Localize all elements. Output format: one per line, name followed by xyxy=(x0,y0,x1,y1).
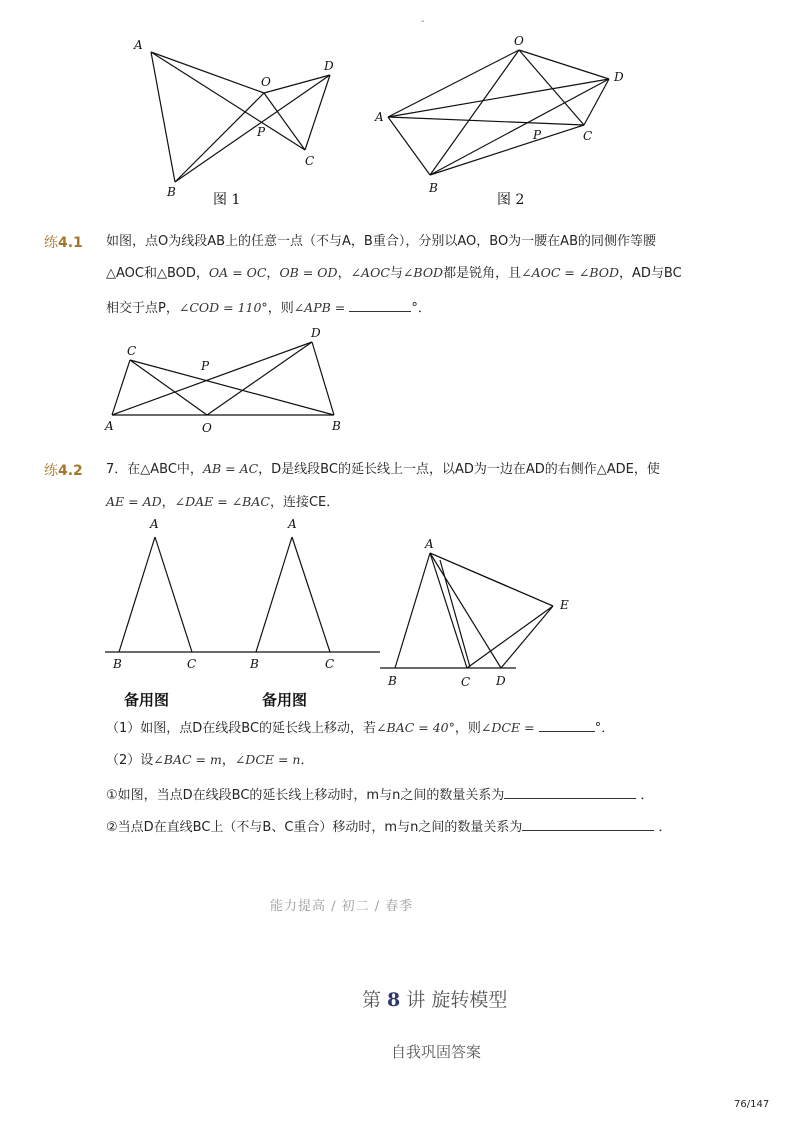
lesson-title: 第 8 讲 旋转模型 xyxy=(362,989,508,1011)
q1-answer-blank[interactable] xyxy=(539,719,595,732)
ex41-point-c: C xyxy=(127,344,137,358)
ex41-point-d: D xyxy=(311,326,321,340)
fig1-point-p: P xyxy=(257,125,266,139)
main-point-d: D xyxy=(496,674,506,688)
q4-answer-blank[interactable] xyxy=(522,818,654,831)
main-point-a: A xyxy=(425,537,434,551)
q3-answer-blank[interactable] xyxy=(504,786,636,799)
main-point-e: E xyxy=(560,598,569,612)
fig1-point-b: B xyxy=(167,185,176,199)
page-number: 76/147 xyxy=(734,1099,770,1110)
section-title-answers: 自我巩固答案 xyxy=(391,1043,482,1061)
spare2-point-b: B xyxy=(250,657,259,671)
ex41-line-3: 相交于点P，∠COD = 110°，则∠APB = °． xyxy=(106,300,431,316)
ex42-question-4: ②当点D在直线BC上（不与B、C重合）移动时，m与n之间的数量关系为 ． xyxy=(106,820,672,835)
page-footer: 能力提高 / 初二 / 春季 xyxy=(270,899,414,914)
main-line-ec xyxy=(467,606,553,668)
ex41-point-o: O xyxy=(202,421,212,435)
fig1-caption: 图 1 xyxy=(213,192,241,208)
fig2-point-a: A xyxy=(375,110,384,124)
main-point-c: C xyxy=(461,675,471,689)
ex42-question-3: ①如图，当点D在线段BC的延长线上移动时，m与n之间的数量关系为 ． xyxy=(106,788,654,803)
main-point-b: B xyxy=(388,674,397,688)
spare2-point-c: C xyxy=(325,657,335,671)
ex42-question-1: （1）如图，点D在线段BC的延长线上移动，若∠BAC = 40°，则∠DCE = °． xyxy=(106,720,615,736)
spare1-line-ac xyxy=(155,537,192,652)
spare-figure-label-1: 备用图 xyxy=(124,691,170,709)
ex41-line-1: 如图，点O为线段AB上的任意一点（不与A，B重合），分别以AO，BO为一腰在AB的同侧作等腰 xyxy=(106,234,656,249)
ex42-line-2: AE = AD，∠DAE = ∠BAC，连接CE． xyxy=(106,494,340,510)
fig2-point-d: D xyxy=(614,70,624,84)
fig1-point-c: C xyxy=(305,154,315,168)
exercise-4-2-label: 练4.2 xyxy=(44,463,83,479)
spare-figure-label-2: 备用图 xyxy=(262,691,308,709)
spare1-point-a: A xyxy=(150,517,159,531)
ex41-point-b: B xyxy=(332,419,341,433)
fig1-point-d: D xyxy=(324,59,334,73)
ex41-line-2: △AOC和△BOD，OA = OC，OB = OD，∠AOC与∠BOD都是锐角，且∠AOC = ∠BOD，AD与BC xyxy=(106,265,682,281)
spare2-line-ab xyxy=(256,537,292,652)
fig1-point-o: O xyxy=(261,75,271,89)
spare1-point-c: C xyxy=(187,657,197,671)
main-line-ab xyxy=(395,553,430,668)
spare2-point-a: A xyxy=(288,517,297,531)
ex41-point-a: A xyxy=(105,419,114,433)
fig2-point-c: C xyxy=(583,129,593,143)
fig2-point-b: B xyxy=(429,181,438,195)
main-line-inner xyxy=(440,560,470,667)
fig1-point-a: A xyxy=(134,38,143,52)
ex41-point-p: P xyxy=(201,359,210,373)
fig2-caption: 图 2 xyxy=(497,192,525,208)
fig2-point-p: P xyxy=(533,128,542,142)
exercise-4-1-label: 练4.1 xyxy=(44,235,83,251)
top-mark: - xyxy=(421,16,425,27)
fig2-point-o: O xyxy=(514,34,524,48)
ex42-question-2: （2）设∠BAC = m，∠DCE = n． xyxy=(106,752,314,768)
spare1-line-ab xyxy=(119,537,155,652)
spare2-line-ac xyxy=(292,537,330,652)
main-line-ed xyxy=(501,606,553,668)
main-line-ac xyxy=(430,553,467,668)
spare1-point-b: B xyxy=(113,657,122,671)
ex42-line-1: 7．在△ABC中，AB = AC，D是线段BC的延长线上一点，以AD为一边在AD的右侧作△ADE，使 xyxy=(106,461,660,477)
